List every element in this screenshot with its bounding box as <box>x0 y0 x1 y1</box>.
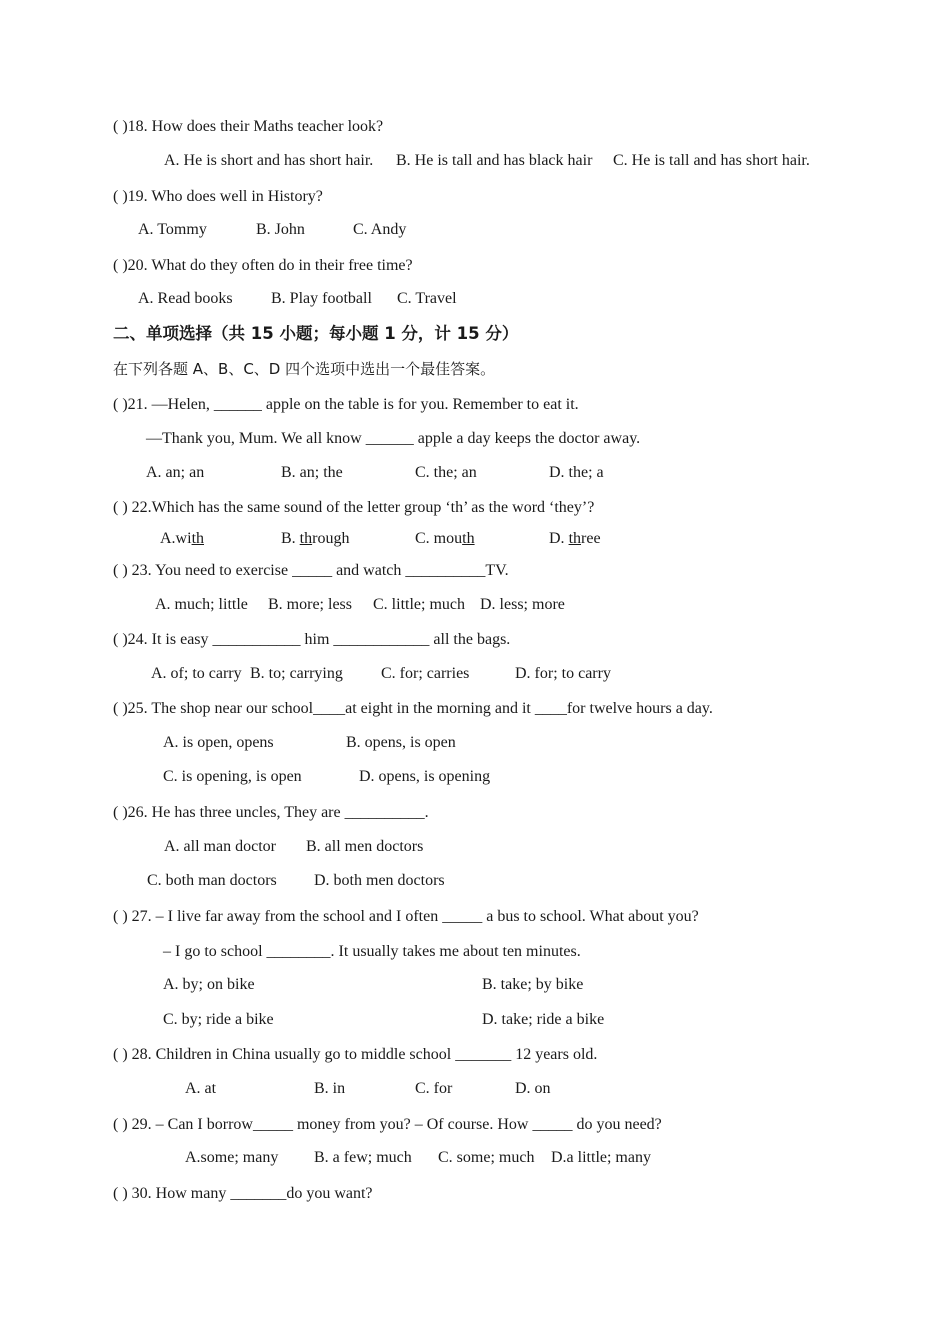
question-21-option-c: C. the; an <box>415 464 477 481</box>
question-24-stem: ( )24. It is easy ___________ him ____________ all the bags. <box>113 631 511 648</box>
option-text: C. mou <box>415 530 463 547</box>
question-21-stem-reply: —Thank you, Mum. We all know ______ apple a day keeps the doctor away. <box>146 430 641 447</box>
question-25-option-c: C. is opening, is open <box>163 768 302 785</box>
question-26-option-c: C. both man doctors <box>147 872 277 889</box>
question-20-option-b: B. Play football <box>271 290 372 307</box>
underlined-letters: th <box>299 530 313 547</box>
question-29-stem: ( ) 29. – Can I borrow_____ money from you? – Of course. How _____ do you need? <box>113 1116 662 1133</box>
question-20-option-a: A. Read books <box>138 290 233 307</box>
option-text: B. <box>281 530 300 547</box>
question-22-option-a <box>160 530 204 548</box>
question-18-stem: ( )18. How does their Maths teacher look? <box>113 118 384 135</box>
question-26-option-a: A. all man doctor <box>164 838 276 855</box>
section-2-title: 二、单项选择（共 15 小题；每小题 1 分，计 15 分） <box>113 324 519 343</box>
question-26-option-b: B. all men doctors <box>306 838 424 855</box>
option-text: A.wi <box>160 530 192 547</box>
question-23-option-c: C. little; much <box>373 596 465 613</box>
option-text: ree <box>581 530 601 547</box>
question-26-option-d: D. both men doctors <box>314 872 445 889</box>
question-27-option-b: B. take; by bike <box>482 976 584 993</box>
question-29-option-c: C. some; much <box>438 1149 535 1166</box>
question-20-option-c: C. Travel <box>397 290 457 307</box>
underlined-letters: th <box>191 530 205 547</box>
question-23-option-b: B. more; less <box>268 596 352 613</box>
question-24-option-b: B. to; carrying <box>250 665 343 682</box>
question-19-option-c: C. Andy <box>353 221 407 238</box>
option-text: rough <box>312 530 350 547</box>
question-29-option-a: A.some; many <box>185 1149 279 1166</box>
question-22-option-c <box>415 530 475 548</box>
question-22-option-b <box>281 530 349 548</box>
question-24-option-a: A. of; to carry <box>151 665 242 682</box>
question-29-option-d: D.a little; many <box>551 1149 651 1166</box>
question-28-option-d: D. on <box>515 1080 551 1097</box>
question-30-stem: ( ) 30. How many _______do you want? <box>113 1185 373 1202</box>
question-28-option-c: C. for <box>415 1080 453 1097</box>
question-23-stem: ( ) 23. You need to exercise _____ and watch __________TV. <box>113 562 509 579</box>
question-21-option-a: A. an; an <box>146 464 205 481</box>
question-18-option-c: C. He is tall and has short hair. <box>613 152 810 169</box>
question-25-option-b: B. opens, is open <box>346 734 456 751</box>
question-27-stem-reply: – I go to school ________. It usually takes me about ten minutes. <box>163 943 581 960</box>
question-21-option-b: B. an; the <box>281 464 343 481</box>
underlined-letters: th <box>568 530 582 547</box>
question-25-stem: ( )25. The shop near our school____at eight in the morning and it ____for twelve hours a day. <box>113 700 713 717</box>
question-18-option-a: A. He is short and has short hair. <box>164 152 374 169</box>
question-23-option-a: A. much; little <box>155 596 248 613</box>
question-28-option-b: B. in <box>314 1080 346 1097</box>
question-19-option-b: B. John <box>256 221 305 238</box>
question-20-stem: ( )20. What do they often do in their free time? <box>113 257 413 274</box>
question-26-stem: ( )26. He has three uncles, They are __________. <box>113 804 429 821</box>
question-27-option-c: C. by; ride a bike <box>163 1011 274 1028</box>
question-22-option-d <box>549 530 601 548</box>
option-text: D. <box>549 530 569 547</box>
question-28-stem: ( ) 28. Children in China usually go to middle school _______ 12 years old. <box>113 1046 598 1063</box>
section-2-instruction: 在下列各题 A、B、C、D 四个选项中选出一个最佳答案。 <box>113 360 496 378</box>
question-18-option-b: B. He is tall and has black hair <box>396 152 593 169</box>
question-24-option-d: D. for; to carry <box>515 665 611 682</box>
question-29-option-b: B. a few; much <box>314 1149 412 1166</box>
question-21-stem: ( )21. —Helen, ______ apple on the table is for you. Remember to eat it. <box>113 396 579 413</box>
question-27-option-d: D. take; ride a bike <box>482 1011 605 1028</box>
question-23-option-d: D. less; more <box>480 596 565 613</box>
question-27-stem: ( ) 27. – I live far away from the school and I often _____ a bus to school. What about you? <box>113 908 699 925</box>
question-22-stem: ( ) 22.Which has the same sound of the letter group ‘th’ as the word ‘they’? <box>113 499 595 516</box>
question-25-option-a: A. is open, opens <box>163 734 274 751</box>
question-24-option-c: C. for; carries <box>381 665 470 682</box>
question-19-stem: ( )19. Who does well in History? <box>113 188 323 205</box>
underlined-letters: th <box>462 530 475 547</box>
question-28-option-a: A. at <box>185 1080 217 1097</box>
question-19-option-a: A. Tommy <box>138 221 207 238</box>
question-21-option-d: D. the; a <box>549 464 604 481</box>
question-27-option-a: A. by; on bike <box>163 976 255 993</box>
question-25-option-d: D. opens, is opening <box>359 768 491 785</box>
